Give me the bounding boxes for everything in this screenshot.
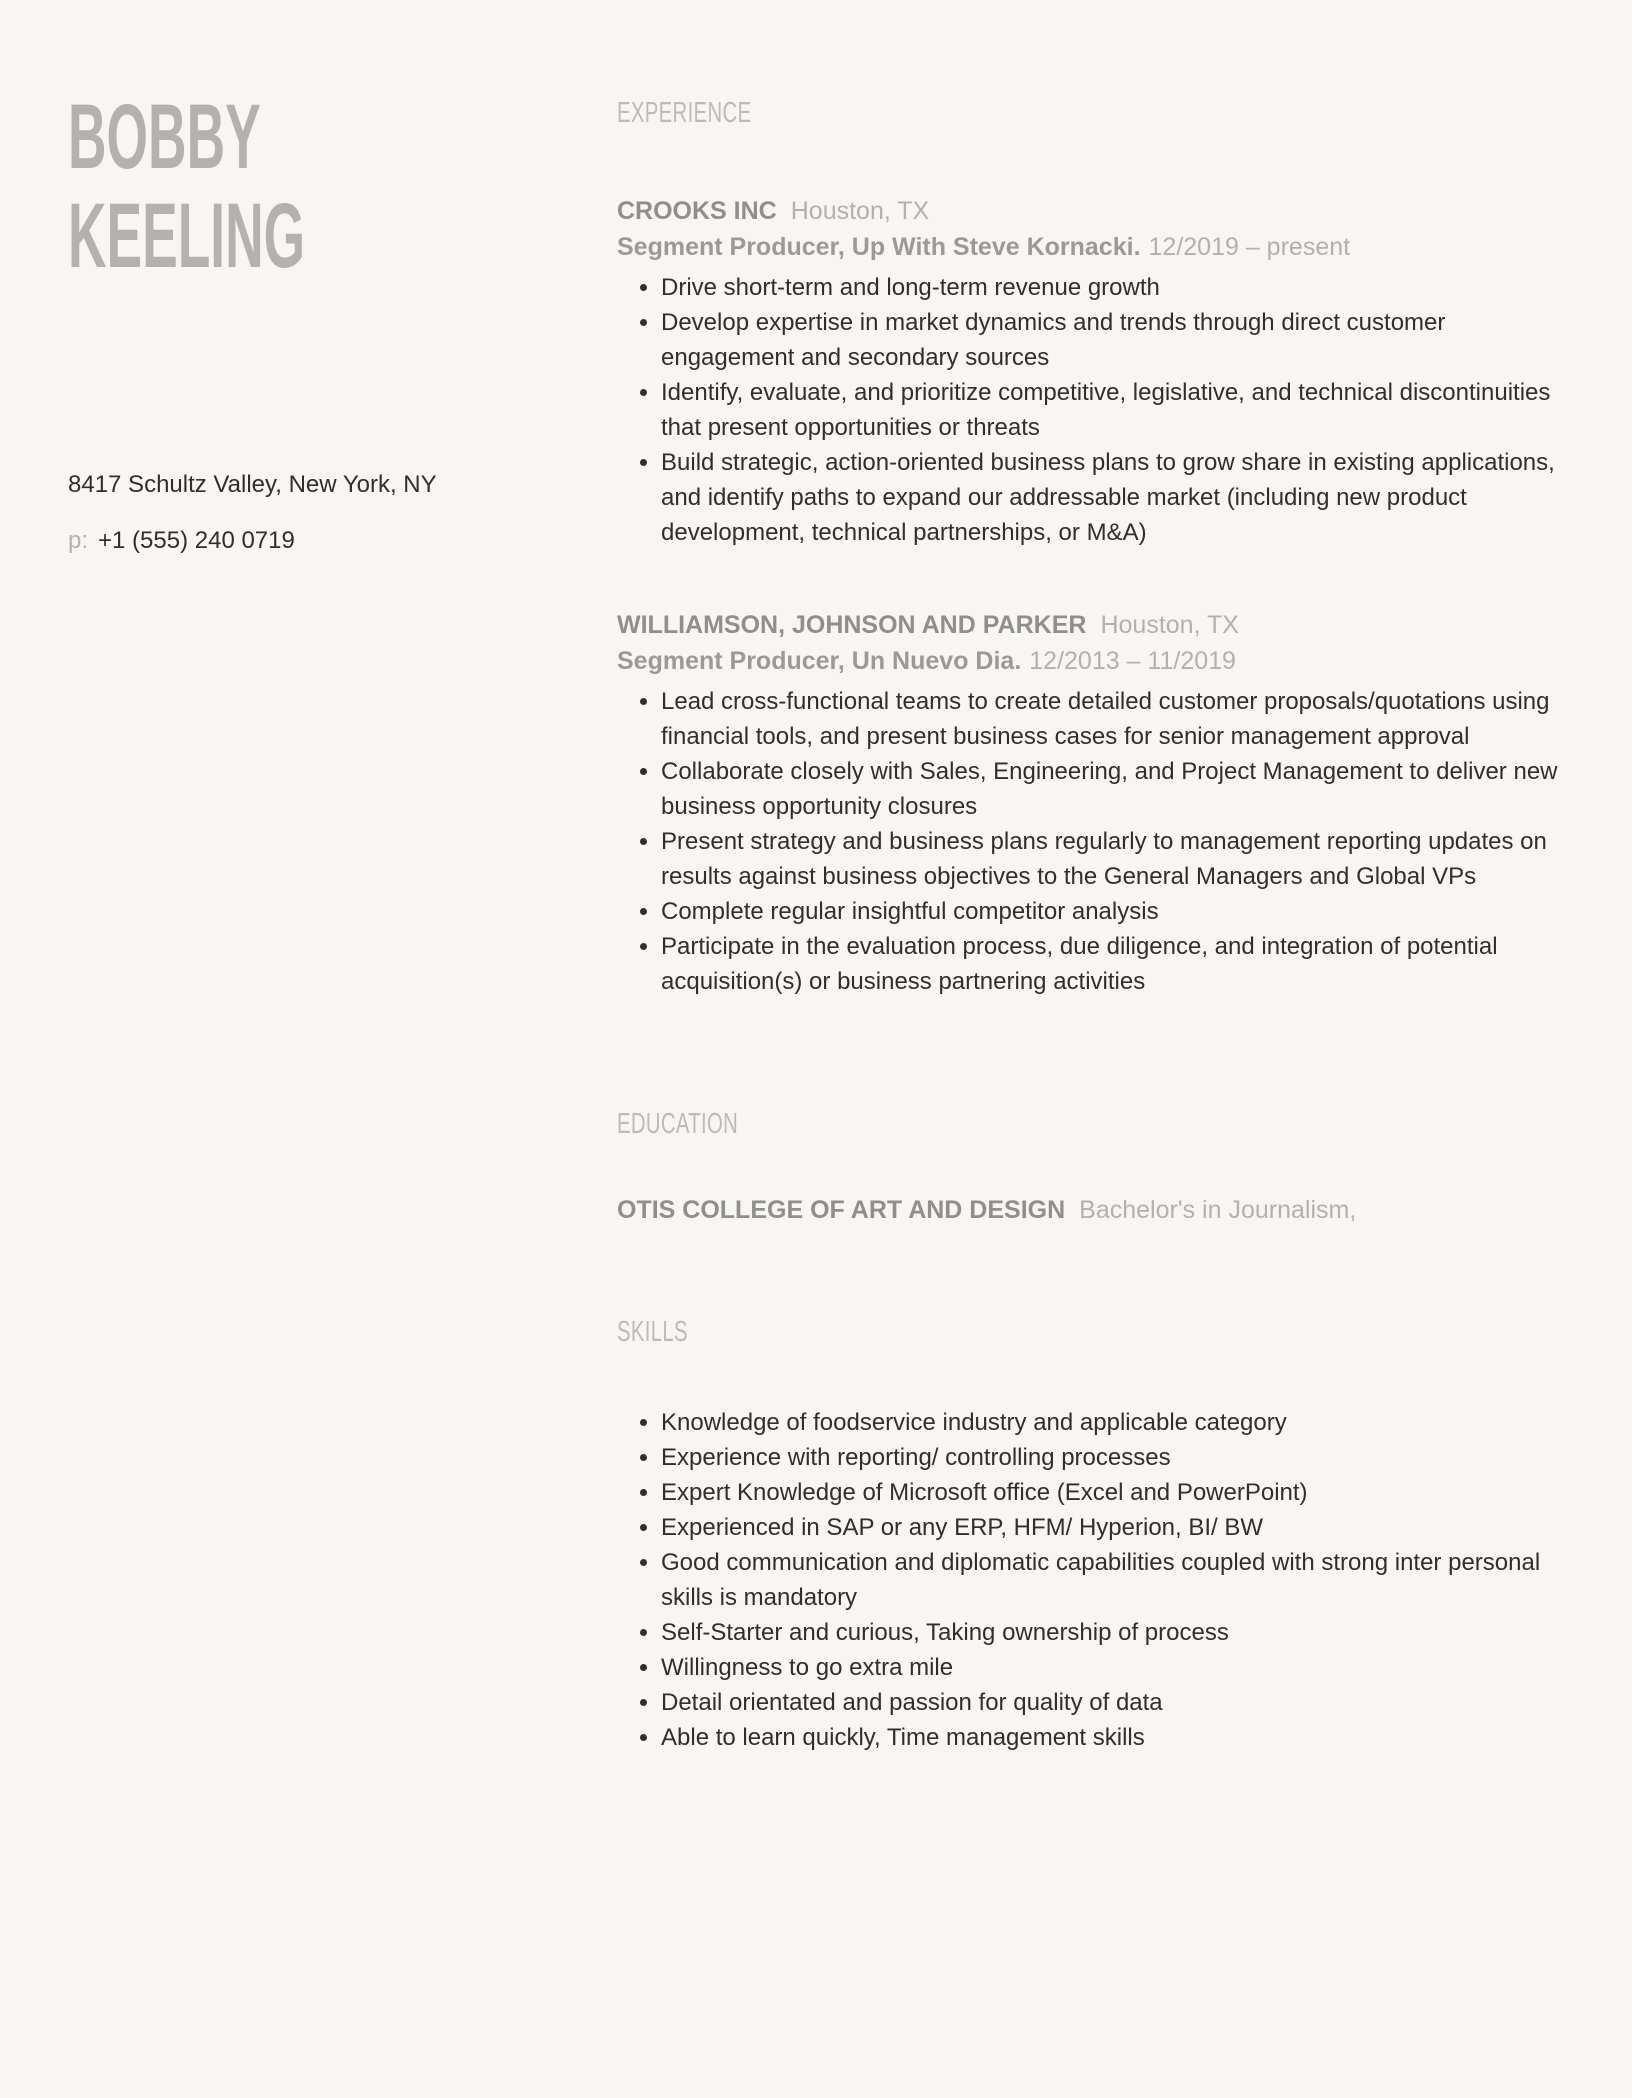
job-dates: 12/2013 – 11/2019 [1029, 647, 1236, 675]
company-name: CROOKS INC [617, 197, 777, 225]
job-header [617, 610, 1567, 640]
job-bullets [617, 270, 1567, 550]
bullet-item: • Collaborate closely with Sales, Engineering, and Project Management to deliver new business opportunity closures [661, 754, 1567, 824]
bullet-item: • Drive short-term and long-term revenue growth [661, 270, 1567, 305]
bullet-item: • Identify, evaluate, and prioritize competitive, legislative, and technical discontinuities that present opportunities or threats [661, 375, 1567, 445]
job-bullets [617, 684, 1567, 999]
bullet-item: • Participate in the evaluation process, due diligence, and integration of potential acquisition(s) or business partnering activities [661, 929, 1567, 999]
education-section [617, 1107, 1567, 1225]
company-location: Houston, TX [790, 197, 930, 225]
bullet-item: • Develop expertise in market dynamics and trends through direct customer engagement and secondary sources [661, 305, 1567, 375]
bullet-item: • Lead cross-functional teams to create detailed customer proposals/quotations using financial tools, and present business cases for senior management approval [661, 684, 1567, 754]
job-entry-crooks [617, 196, 1567, 550]
skill-item: • Knowledge of foodservice industry and applicable category [661, 1405, 1567, 1440]
experience-heading: EXPERIENCE [617, 97, 752, 129]
skill-item: • Expert Knowledge of Microsoft office (Excel and PowerPoint) [661, 1475, 1567, 1510]
phone-row [68, 526, 538, 556]
sidebar [68, 86, 538, 554]
skill-item: • Detail orientated and passion for quality of data [661, 1685, 1567, 1720]
skill-item: • Experience with reporting/ controlling processes [661, 1440, 1567, 1475]
bullet-item: • Present strategy and business plans regularly to management reporting updates on results against business objectives to the General Managers and Global VPs [661, 824, 1567, 894]
skill-item: • Good communication and diplomatic capabilities coupled with strong inter personal skills is mandatory [661, 1545, 1567, 1615]
company-name: WILLIAMSON, JOHNSON AND PARKER [617, 611, 1087, 639]
skills-section [617, 1315, 1567, 1755]
first-name: BOBBY [68, 86, 261, 188]
address: 8417 Schultz Valley, New York, NY [68, 471, 437, 498]
phone-label: p: [68, 527, 89, 554]
job-entry-williamson [617, 610, 1567, 999]
skill-item: • Willingness to go extra mile [661, 1650, 1567, 1685]
phone-number: +1 (555) 240 0719 [98, 527, 295, 554]
experience-section [617, 96, 1567, 999]
job-header [617, 196, 1567, 226]
degree: Bachelor's in Journalism, [1079, 1196, 1357, 1224]
bullet-item: • Complete regular insightful competitor analysis [661, 894, 1567, 929]
contact-info [68, 470, 538, 556]
person-name [68, 88, 341, 287]
skill-item: • Experienced in SAP or any ERP, HFM/ Hyperion, BI/ BW [661, 1510, 1567, 1545]
school-name: OTIS COLLEGE OF ART AND DESIGN [617, 1196, 1066, 1224]
job-subheader [617, 232, 1567, 262]
education-heading: EDUCATION [617, 1108, 739, 1140]
skill-item: • Able to learn quickly, Time management skills [661, 1720, 1567, 1755]
company-location: Houston, TX [1100, 611, 1239, 639]
education-entry [617, 1195, 1567, 1225]
job-title: Segment Producer, Un Nuevo Dia. [617, 647, 1022, 675]
skill-item: • Self-Starter and curious, Taking ownership of process [661, 1615, 1567, 1650]
main-column [617, 96, 1567, 1755]
job-dates: 12/2019 – present [1148, 233, 1351, 261]
job-title: Segment Producer, Up With Steve Kornacki. [617, 233, 1141, 261]
job-subheader [617, 646, 1567, 676]
skills-heading: SKILLS [617, 1316, 688, 1348]
bullet-item: • Build strategic, action-oriented business plans to grow share in existing applications, and identify paths to expand our addressable market (including new product development, technical partnerships, or M&A) [661, 445, 1567, 550]
last-name: KEELING [68, 185, 306, 288]
skills-list [617, 1405, 1567, 1755]
